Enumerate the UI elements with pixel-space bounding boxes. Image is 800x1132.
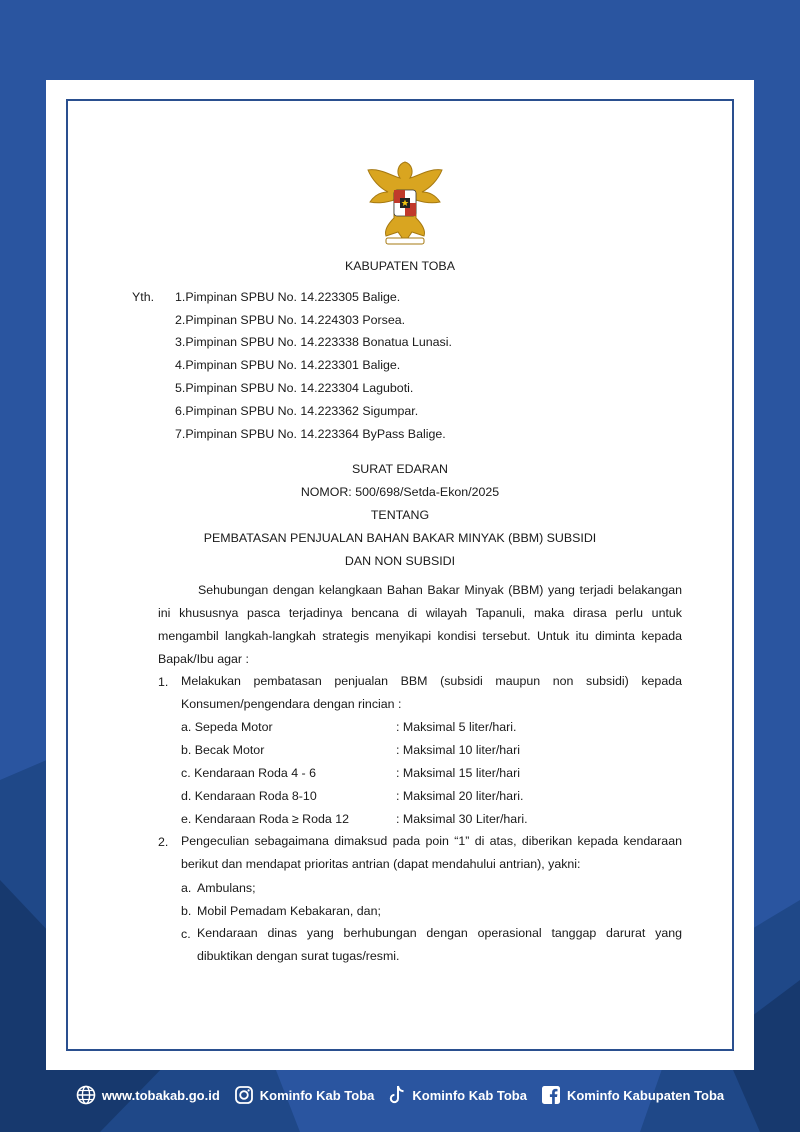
vehicle-limit-label: c. Kendaraan Roda 4 - 6 bbox=[181, 766, 317, 780]
letter-subject-line1: PEMBATASAN PENJUALAN BAHAN BAKAR MINYAK (BBM) SUBSIDI bbox=[203, 531, 597, 545]
footer-facebook-text: Kominfo Kabupaten Toba bbox=[566, 1087, 725, 1103]
vehicle-limit-value: : Maksimal 15 liter/hari bbox=[396, 766, 520, 780]
footer-website[interactable] bbox=[76, 1085, 220, 1105]
addressee-item: 3.Pimpinan SPBU No. 14.223338 Bonatua Lunasi. bbox=[175, 335, 452, 349]
letter-type: SURAT EDARAN bbox=[352, 462, 448, 476]
footer-facebook[interactable] bbox=[541, 1085, 724, 1105]
vehicle-limit-value: : Maksimal 10 liter/hari bbox=[396, 743, 520, 757]
facebook-icon bbox=[541, 1085, 561, 1105]
vehicle-limit-value: : Maksimal 5 liter/hari. bbox=[396, 720, 517, 734]
priority-item-text: Kendaraan dinas yang berhubungan dengan operasional tanggap darurat yang dibuktikan dengan surat tugas/resmi. bbox=[197, 926, 682, 963]
addressee-item: 5.Pimpinan SPBU No. 14.223304 Laguboti. bbox=[175, 381, 414, 395]
point1-number: 1. bbox=[158, 675, 169, 689]
addressee-item: 7.Pimpinan SPBU No. 14.223364 ByPass Balige. bbox=[175, 427, 446, 441]
letter-subject-line2: DAN NON SUBSIDI bbox=[344, 554, 456, 568]
footer-tiktok[interactable] bbox=[388, 1084, 527, 1106]
intro-paragraph: Sehubungan dengan kelangkaan Bahan Bakar Minyak (BBM) yang terjadi belakangan ini khususnya pasca terjadinya bencana di wilayah Tapanuli, maka dirasa perlu untuk mengambil langkah-langkah strategis menyikapi kondisi tersebut. Untuk itu diminta kepada Bapak/Ibu agar : bbox=[158, 583, 682, 666]
addressee-prefix: Yth. bbox=[132, 290, 155, 304]
addressee-item: 1.Pimpinan SPBU No. 14.223305 Balige. bbox=[175, 290, 401, 304]
addressee-item: 2.Pimpinan SPBU No. 14.224303 Porsea. bbox=[175, 313, 406, 327]
vehicle-limit-value: : Maksimal 20 liter/hari. bbox=[396, 789, 524, 803]
letter-number: NOMOR: 500/698/Setda-Ekon/2025 bbox=[300, 485, 500, 499]
instagram-icon bbox=[234, 1085, 254, 1105]
vehicle-limit-label: b. Becak Motor bbox=[181, 743, 265, 757]
tiktok-icon bbox=[388, 1084, 406, 1106]
priority-item-label: c. bbox=[181, 927, 191, 941]
priority-item-label: b. bbox=[181, 904, 192, 918]
point1-text: Melakukan pembatasan penjualan BBM (subsidi maupun non subsidi) kepada Konsumen/pengendara dengan rincian : bbox=[181, 674, 682, 711]
priority-item-text: Ambulans; bbox=[197, 881, 256, 895]
vehicle-limit-value: : Maksimal 30 Liter/hari. bbox=[396, 812, 528, 826]
letter-about-label: TENTANG bbox=[370, 508, 430, 522]
globe-icon bbox=[76, 1085, 96, 1105]
point2-text: Pengeculian sebagaimana dimaksud pada poin “1” di atas, diberikan kepada kendaraan berikut dan mendapat prioritas antrian (dapat mendahului antrian), yakni: bbox=[181, 834, 682, 871]
institution-heading: KABUPATEN TOBA bbox=[345, 259, 455, 273]
footer-website-text: www.tobakab.go.id bbox=[101, 1087, 220, 1103]
priority-item-text: Mobil Pemadam Kebakaran, dan; bbox=[197, 904, 381, 918]
vehicle-limit-label: e. Kendaraan Roda ≥ Roda 12 bbox=[181, 812, 349, 826]
footer-instagram[interactable] bbox=[234, 1085, 375, 1105]
vehicle-limit-label: a. Sepeda Motor bbox=[181, 720, 273, 734]
priority-item-label: a. bbox=[181, 881, 192, 895]
addressee-item: 4.Pimpinan SPBU No. 14.223301 Balige. bbox=[175, 358, 401, 372]
footer-instagram-text: Kominfo Kab Toba bbox=[259, 1087, 375, 1103]
addressee-item: 6.Pimpinan SPBU No. 14.223362 Sigumpar. bbox=[175, 404, 419, 418]
point2-number: 2. bbox=[158, 835, 169, 849]
vehicle-limit-label: d. Kendaraan Roda 8-10 bbox=[181, 789, 317, 803]
footer-bar bbox=[0, 1082, 800, 1108]
garuda-emblem-icon bbox=[362, 158, 448, 248]
footer-tiktok-text: Kominfo Kab Toba bbox=[412, 1087, 527, 1103]
